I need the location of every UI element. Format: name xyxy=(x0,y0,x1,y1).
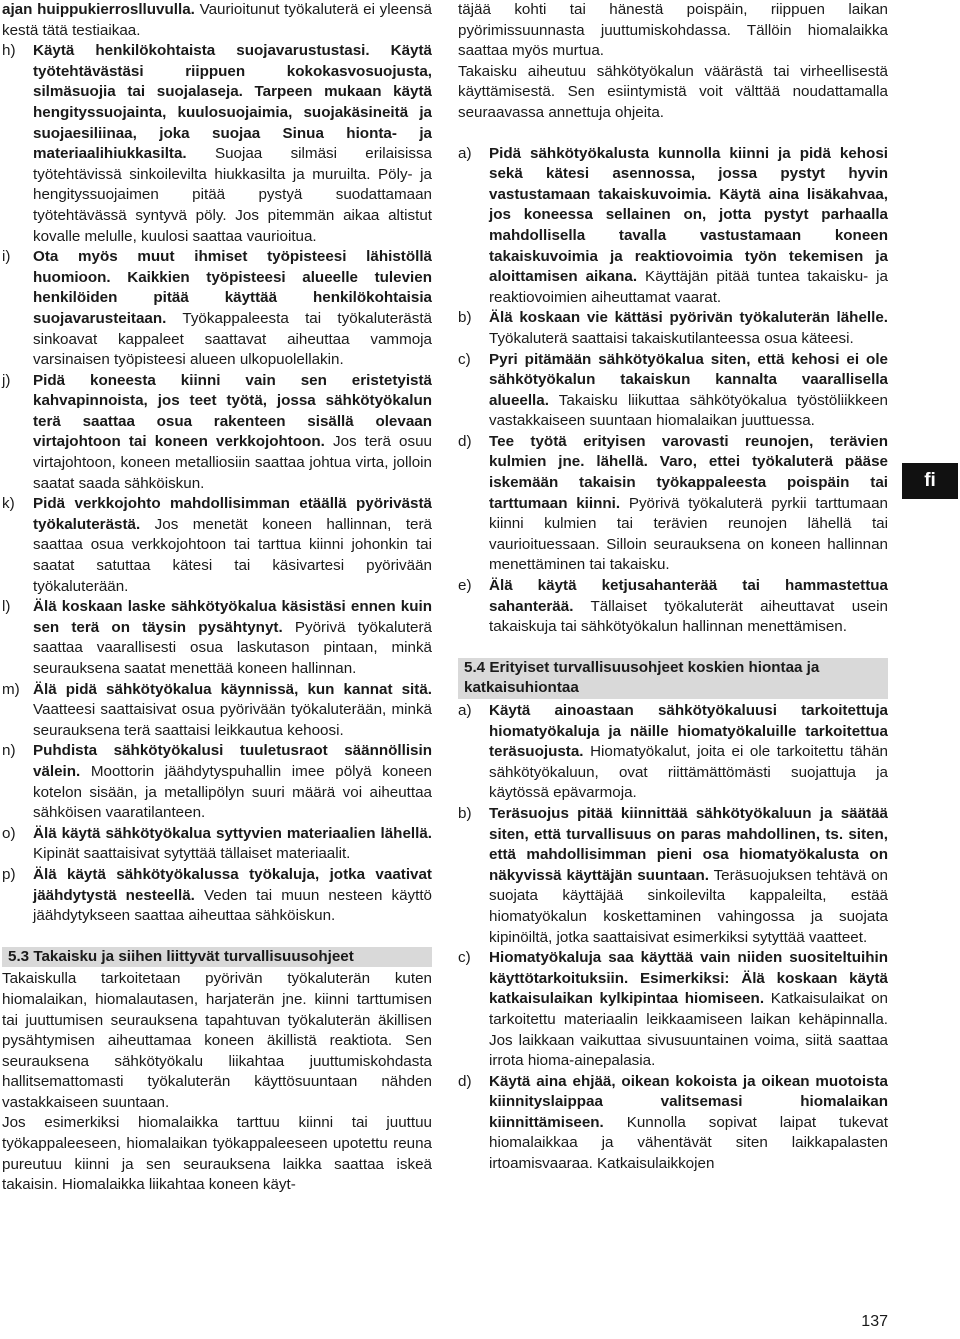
list-item xyxy=(2,680,432,742)
left-list xyxy=(2,41,432,927)
item-label: d) xyxy=(458,1072,472,1090)
item-bold: Käytä henkilökohtaista suojavarustustasi. Käytä työtehtävästäsi riippuen kokokasvosuojusta, silmäsuojia tai suojalaseja. Tarpeen mukaan käytä hengityssuojainta, kuulosuojaimia, suojakäsineitä ja suojaesiliinaa, joka suojaa Sinua hionta- ja materiaalihiukkasilta. xyxy=(33,42,432,163)
item-text: Veden tai muun nesteen käyttö jäähdytykseen saattaa aiheuttaa sähköiskun. xyxy=(33,886,432,925)
item-text: Suojaa silmäsi erilaisissa työtehtävissä sinkoilevilta hiukkasilta ja muruilta. Pöly- ja hengityssuojaimen pitää pystyä suodattamaan työtehtävässä syntyvä pöly. Jos pitemmän aikaa altistut kovalle melulle, kuulosi saattaa vaurioitua. xyxy=(33,145,432,245)
list-item xyxy=(458,350,888,432)
item-bold: Puhdista sähkötyökalusi tuuletusraot säännöllisin välein. xyxy=(33,742,432,780)
list-item xyxy=(2,865,432,927)
list-item xyxy=(2,597,432,679)
item-text: Käyttäjän pitää tuntea takaisku- ja reaktiovoimien aiheuttamat vaarat. xyxy=(489,268,888,306)
list-item xyxy=(458,948,888,1072)
item-bold: Hiomatyökaluja saa käyttää vain niiden suositeltuihin käyttötarkoituksiin. Esimerkiksi: Älä koskaan käytä katkaisulaikan kylkipintaa hiomiseen. xyxy=(489,949,888,1008)
list-item xyxy=(458,1072,888,1175)
item-label: o) xyxy=(2,824,16,842)
item-text: Pyörivä työkaluterä saattaa vaarallisesti osua laskutason pintaan, minkä seurauksena saatat menettää koneen hallinnan. xyxy=(33,618,432,677)
paragraph: Takaiskulla tarkoitetaan pyörivän työkaluterän kuten hiomalaikan, hiomalautasen, harjaterän jne. kiinni tarttumisen tai juuttumisen seurauksena tapahtuvan työkaluterän äkillisen pysähtymisen aiheuttamaa koneen äkillistä reaktiota. Sen seurauksena sähkötyökalu liikahtaa juuttumiskohdasta hallitsemattomasti työkaluterän käyttösuuntaan nähden vastakkaiseen suuntaan. xyxy=(2,970,432,1111)
item-label: a) xyxy=(458,144,472,162)
list-item xyxy=(458,308,888,349)
item-bold: Älä pidä sähkötyökalua käynnissä, kun kannat sitä. xyxy=(33,680,432,698)
page-number: 137 xyxy=(861,1313,888,1331)
item-label: e) xyxy=(458,577,472,595)
item-text: Hiomatyökalut, joita ei ole tarkoitettu tähän sähkötyökaluun, ovat riittämättömästi suojattuja ja käytössä epävarmoja. xyxy=(489,743,888,802)
item-bold: Ota myös muut ihmiset työpisteesi lähistöllä huomioon. Kaikkien työpisteesi alueelle tulevien henkilöiden pitää käyttää henkilökohtaisia suojavarusteitaan. xyxy=(33,248,432,327)
item-text: Tällaiset työkaluterät aiheuttavat usein takaiskuja tai sähkötyökalun hallinnan menettämisen. xyxy=(489,597,888,636)
list-item xyxy=(458,701,888,804)
item-bold: Älä käytä sähkötyökalussa työkaluja, jotka vaativat jäähdytystä nesteellä. xyxy=(33,865,432,904)
item-text: Kunnolla sopivat laipat tukevat hiomalaikkaa ja vähentävät siten laikkapalasten irtoamisvaaraa. Katkaisulaikkojen xyxy=(489,1113,888,1173)
item-label: i) xyxy=(2,248,11,266)
item-text: Työkappaleesta tai työkaluterästä sinkoavat kappaleet saattavat aiheuttaa vammoja varsinaisen työpisteesi alueen ulkopuolellakin. xyxy=(33,309,432,369)
section-heading-5-3: 5.3 Takaisku ja siihen liittyvät turvallisuusohjeet xyxy=(2,947,432,968)
item-bold: Älä koskaan vie kättäsi pyörivän työkaluterän lähelle. xyxy=(489,309,888,327)
item-label: c) xyxy=(458,350,471,368)
item-label: k) xyxy=(2,495,15,513)
right-list-2 xyxy=(458,701,888,1175)
right-list xyxy=(458,144,888,638)
item-label: m) xyxy=(2,680,20,698)
item-bold: Käytä ainoastaan sähkötyökaluusi tarkoitettuja hiomatyökaluja ja näille hiomatyökaluille tarkoitettua teräsuojusta. xyxy=(489,702,888,761)
list-item xyxy=(2,41,432,247)
item-bold: Älä käytä ketjusahanterää tai hammastettua sahanterää. xyxy=(489,577,888,615)
list-item xyxy=(458,576,888,638)
item-text: Teräsuojuksen tehtävä on suojata käyttäjää sinkoilevilta kappaleilta, estää hiomatyökalun koskettaminen vahingossa ja suojata kipinöiltä, jotka saattaisivat esimerkiksi sytyttää vaatteet. xyxy=(489,866,888,946)
list-item xyxy=(2,371,432,495)
item-label: a) xyxy=(458,702,472,719)
item-text: Jos terä osuu virtajohtoon, koneen metalliosiin saattaa johtua virta, jolloin saatat saada sähköiskun. xyxy=(33,433,432,492)
item-text: Jos menetät koneen hallinnan, terä saattaa osua verkkojohtoon tai tarttua kiinni johonkin tai saatat satuttaa kätesi tai käsivartesi pyörivään työkaluterään. xyxy=(33,515,432,595)
item-bold: Pidä verkkojohto mahdollisimman etäällä pyörivästä työkaluterästä. xyxy=(33,495,432,533)
continued-paragraph xyxy=(2,0,432,41)
list-item xyxy=(2,494,432,597)
item-label: d) xyxy=(458,432,472,450)
item-text: Pyörivä työkaluterä pyrkii tarttumaan kiinni kulmien tai terävien reunojen lähellä tai vaurioituessaan. Silloin seurauksena on koneen hallinnan menettäminen tai takaisku. xyxy=(489,494,888,574)
item-label: c) xyxy=(458,949,471,967)
item-bold: Älä käytä sähkötyökalua syttyvien materiaalien lähellä. xyxy=(33,824,432,842)
item-text: Moottorin jäähdytyspuhallin imee pölyä koneen kotelon sisään, ja metallipölyn suuri määrä voi aiheuttaa sähköisen vaaratilanteen. xyxy=(33,762,432,822)
item-bold: Pidä koneesta kiinni vain sen eristetyistä kahvapinnoista, jos teet työtä, jossa sähkötyökalun terä saattaa osua rakenteen sisällä olevaan virtajohtoon tai koneen verkkojohtoon. xyxy=(33,371,432,451)
item-bold: Pyri pitämään sähkötyökalua siten, että kehosi ei ole sähkötyökalun takaiskun kannalta vaarallisella alueella. xyxy=(489,350,888,409)
item-bold: Älä koskaan laske sähkötyökalua käsistäsi ennen kuin sen terä on täysin pysähtynyt. xyxy=(33,598,432,636)
item-bold: Tee työtä erityisen varovasti reunojen, terävien kulmien jne. lähellä. Varo, ettei työkaluterä pääse iskemään takaisin työkappaleesta poispäin tai tarttumaan kiinni. xyxy=(489,432,888,512)
item-label: j) xyxy=(2,371,11,389)
spacer xyxy=(458,638,888,658)
list-item xyxy=(458,804,888,948)
list-item xyxy=(2,247,432,371)
continued-bold: ajan huippukierroslluvulla. xyxy=(2,1,195,18)
continued-text: Vaurioitunut työkaluterä ei yleensä kestä tätä testiaikaa. xyxy=(2,1,433,39)
item-bold: Teräsuojus pitää kiinnittää sähkötyökaluun ja säätää siten, että turvallisuus on paras mahdollinen, ts. siten, että mahdollisimman pieni osa hiomatyökalusta on näkyvissä käyttäjän suuntaan. xyxy=(489,804,888,884)
item-label: h) xyxy=(2,42,16,60)
list-item xyxy=(458,144,888,309)
item-label: l) xyxy=(2,598,11,616)
item-text: Työkaluterä saattaisi takaiskutilanteessa osua käteesi. xyxy=(489,329,854,347)
list-item xyxy=(2,741,432,823)
list-item xyxy=(2,824,432,865)
spacer xyxy=(458,124,888,144)
spacer xyxy=(2,927,432,947)
item-text: Kipinät saattaisivat sytyttää tällaiset materiaalit. xyxy=(33,845,351,863)
item-label: b) xyxy=(458,309,472,327)
language-tab: fi xyxy=(902,463,958,499)
item-bold: Käytä aina ehjää, oikean kokoista ja oikean muotoista kiinnityslaippaa valitsemasi hiomalaikan kiinnittämiseen. xyxy=(489,1072,888,1131)
item-text: Takaisku liikuttaa sähkötyökalua työstöliikkeen vastakkaiseen suuntaan hiomalaikan juuttuessa. xyxy=(489,391,888,430)
item-text: Vaatteesi saattaisivat osua pyörivään työkaluterään, minkä seurauksena terä saattaisi leikkautua kehoosi. xyxy=(33,701,432,739)
continued-paragraph: täjää kohti tai hänestä poispäin, riippuen laikan pyörimissuunnasta juuttumiskohdassa. Tällöin hiomalaikka saattaa myös murtua. xyxy=(458,1,888,60)
item-label: p) xyxy=(2,865,16,883)
item-label: n) xyxy=(2,742,16,760)
item-label: b) xyxy=(458,804,472,822)
paragraph: Takaisku aiheutuu sähkötyökalun väärästä tai virheellisestä käyttämisestä. Sen esiintymistä voit välttää noudattamalla seuraavassa annettuja ohjeita. xyxy=(458,62,888,121)
item-bold: Pidä sähkötyökalusta kunnolla kiinni ja pidä kehosi sekä kätesi asennossa, jossa pystyt hyvin vastustamaan takaiskuvoimia. Käytä aina lisäkahvaa, jos koneessa sellainen on, jotta pystyt parhaalla mahdollisella tavalla vastustamaan koneen takaiskuvoimia ja reaktiovoimia työn tekemisen ja aloittamisen aikana. xyxy=(489,144,888,286)
right-column xyxy=(458,0,888,1175)
paragraph: Jos esimerkiksi hiomalaikka tarttuu kiinni tai juuttuu työkappaleeseen, hiomalaikan työkappaleeseen upotettu reuna pureutuu kiinni ja sen seurauksena laikka saattaa iskeä takaisin. Hiomalaikka liikahtaa koneen käyt- xyxy=(2,1114,432,1194)
list-item xyxy=(458,432,888,576)
left-column xyxy=(2,0,432,1196)
item-text: Katkaisulaikat on tarkoitettu materiaalin leikkaamiseen laikan kehäpinnalla. Jos laikkaan vaikuttaa sivusuuntainen voima, siitä saattaa irrota hioma-ainepalasia. xyxy=(489,990,888,1070)
section-heading-5-4: 5.4 Erityiset turvallisuusohjeet koskien hiontaa ja katkaisuhiontaa xyxy=(458,658,888,699)
